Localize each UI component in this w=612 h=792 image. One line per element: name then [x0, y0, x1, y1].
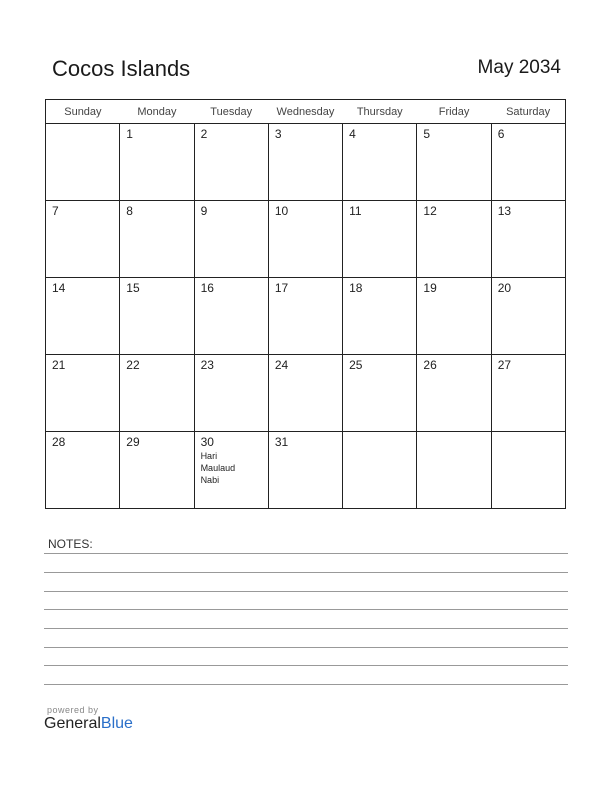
calendar-week-row: [46, 278, 566, 355]
calendar-day-cell[interactable]: [46, 432, 120, 509]
calendar-day-content: [120, 124, 193, 141]
calendar-day-content: [120, 355, 193, 372]
calendar-empty-cell: [417, 432, 491, 509]
day-number: 25: [349, 358, 363, 372]
note-line: [44, 647, 568, 648]
day-number: 3: [274, 127, 282, 141]
brand-name-general: General: [44, 715, 101, 732]
day-number: 23: [200, 358, 214, 372]
holiday-event: [201, 450, 251, 486]
calendar-day-content: [269, 124, 342, 141]
day-number: 24: [274, 358, 289, 372]
day-number: 6: [497, 127, 505, 141]
calendar-week-row: [46, 432, 566, 509]
weekday-header-row: [46, 100, 566, 124]
calendar-day-cell[interactable]: [120, 355, 194, 432]
calendar-empty-cell: [46, 124, 120, 201]
calendar-month-label: May 2034: [477, 57, 561, 78]
day-number: 21: [52, 358, 66, 372]
calendar-day-cell[interactable]: [46, 201, 120, 278]
calendar-day-cell[interactable]: [343, 355, 417, 432]
calendar-day-cell[interactable]: [417, 355, 491, 432]
calendar-day-cell[interactable]: [194, 278, 268, 355]
calendar-day-content: [120, 201, 193, 218]
day-number: 11: [349, 204, 362, 218]
calendar-day-cell[interactable]: [120, 201, 194, 278]
calendar-day-content: [195, 432, 268, 486]
calendar-empty-cell: [343, 432, 417, 509]
calendar-day-content: [195, 278, 268, 295]
calendar-day-content: [120, 432, 193, 449]
day-number: 7: [52, 204, 59, 218]
calendar-day-cell[interactable]: [46, 355, 120, 432]
powered-by-text: powered by: [47, 705, 99, 715]
calendar-day-cell[interactable]: [417, 278, 491, 355]
calendar-day-cell[interactable]: [268, 432, 342, 509]
calendar-day-cell[interactable]: [120, 432, 194, 509]
calendar-week-row: [46, 355, 566, 432]
calendar-grid: [45, 99, 566, 509]
calendar-week-row: [46, 201, 566, 278]
calendar-day-content: [195, 201, 268, 218]
weekday-header: Friday: [417, 100, 491, 124]
day-number: 4: [349, 127, 356, 141]
calendar-day-cell[interactable]: [343, 278, 417, 355]
calendar-day-cell[interactable]: [194, 201, 268, 278]
day-number: 18: [349, 281, 363, 295]
calendar-day-content: [46, 201, 119, 218]
calendar-day-cell[interactable]: [491, 201, 565, 278]
calendar-day-content: [195, 124, 268, 141]
day-number: 8: [126, 204, 133, 218]
calendar-day-content: [417, 201, 490, 218]
calendar-day-content: [269, 355, 342, 372]
day-number: 15: [126, 281, 140, 295]
weekday-header: Monday: [120, 100, 194, 124]
day-number: 28: [52, 435, 66, 449]
calendar-day-content: [492, 355, 565, 372]
calendar-day-content: [195, 355, 268, 372]
calendar-day-content: [269, 432, 342, 449]
day-number: 13: [497, 204, 512, 218]
calendar-day-cell[interactable]: [194, 355, 268, 432]
calendar-day-cell[interactable]: [268, 201, 342, 278]
weekday-header: Wednesday: [268, 100, 342, 124]
day-number: 1: [126, 127, 133, 141]
weekday-header: Sunday: [46, 100, 120, 124]
calendar-day-content: [269, 278, 342, 295]
note-line: [44, 684, 568, 685]
weekday-header: Tuesday: [194, 100, 268, 124]
calendar-day-content: [343, 201, 416, 218]
weekday-header: Thursday: [343, 100, 417, 124]
day-number: 29: [126, 435, 140, 449]
day-number: 31: [274, 435, 289, 449]
calendar-empty-cell: [491, 432, 565, 509]
note-line: [44, 609, 568, 610]
note-line: [44, 553, 568, 554]
day-number: 9: [200, 204, 208, 218]
calendar-day-cell[interactable]: [491, 124, 565, 201]
holiday-event-line: Hari: [200, 451, 218, 461]
calendar-day-cell[interactable]: [491, 355, 565, 432]
note-line: [44, 665, 568, 666]
day-number: 14: [52, 281, 66, 295]
calendar-day-cell[interactable]: [417, 201, 491, 278]
day-number: 17: [274, 281, 289, 295]
calendar-day-cell[interactable]: [194, 124, 268, 201]
brand-name: [44, 715, 133, 733]
calendar-country-title: Cocos Islands: [52, 56, 191, 81]
calendar-day-cell[interactable]: [417, 124, 491, 201]
day-number: 12: [423, 204, 437, 218]
note-line: [44, 628, 568, 629]
brand-name-blue: Blue: [100, 715, 133, 732]
note-line: [44, 572, 568, 573]
calendar-day-cell[interactable]: [343, 201, 417, 278]
generalblue-logo[interactable]: [44, 705, 133, 733]
calendar-day-content: [492, 278, 565, 295]
calendar-day-content: [417, 278, 490, 295]
day-number: 5: [423, 127, 431, 141]
note-line: [44, 591, 568, 592]
day-number: 10: [274, 204, 289, 218]
calendar-day-content: [120, 278, 193, 295]
day-number: 2: [200, 127, 208, 141]
holiday-event-line: Maulaud: [200, 463, 236, 473]
day-number: 27: [497, 358, 512, 372]
weekday-header: Saturday: [491, 100, 565, 124]
calendar-day-cell[interactable]: [120, 124, 194, 201]
day-number: 26: [423, 358, 437, 372]
holiday-event-line: Nabi: [200, 475, 220, 485]
day-number: 19: [423, 281, 437, 295]
notes-label: NOTES:: [48, 537, 93, 551]
calendar-day-content: [46, 432, 119, 449]
calendar-day-content: [269, 201, 342, 218]
calendar-day-content: [46, 278, 119, 295]
calendar-day-cell[interactable]: [194, 432, 268, 509]
calendar-week-row: [46, 124, 566, 201]
day-number: 22: [126, 358, 140, 372]
calendar-day-cell[interactable]: [268, 278, 342, 355]
calendar-day-content: [417, 355, 490, 372]
day-number: 20: [497, 281, 512, 295]
calendar-day-cell[interactable]: [46, 278, 120, 355]
calendar-day-content: [343, 278, 416, 295]
calendar-day-cell[interactable]: [268, 124, 342, 201]
calendar-day-content: [417, 124, 490, 141]
calendar-day-content: [492, 124, 565, 141]
day-number: 16: [200, 281, 214, 295]
calendar-day-cell[interactable]: [491, 278, 565, 355]
calendar-day-content: [343, 355, 416, 372]
calendar-day-cell[interactable]: [343, 124, 417, 201]
calendar-day-cell[interactable]: [268, 355, 342, 432]
calendar-day-content: [343, 124, 416, 141]
calendar-day-content: [46, 355, 119, 372]
day-number: 30: [200, 435, 214, 449]
calendar-day-content: [492, 201, 565, 218]
calendar-day-cell[interactable]: [120, 278, 194, 355]
